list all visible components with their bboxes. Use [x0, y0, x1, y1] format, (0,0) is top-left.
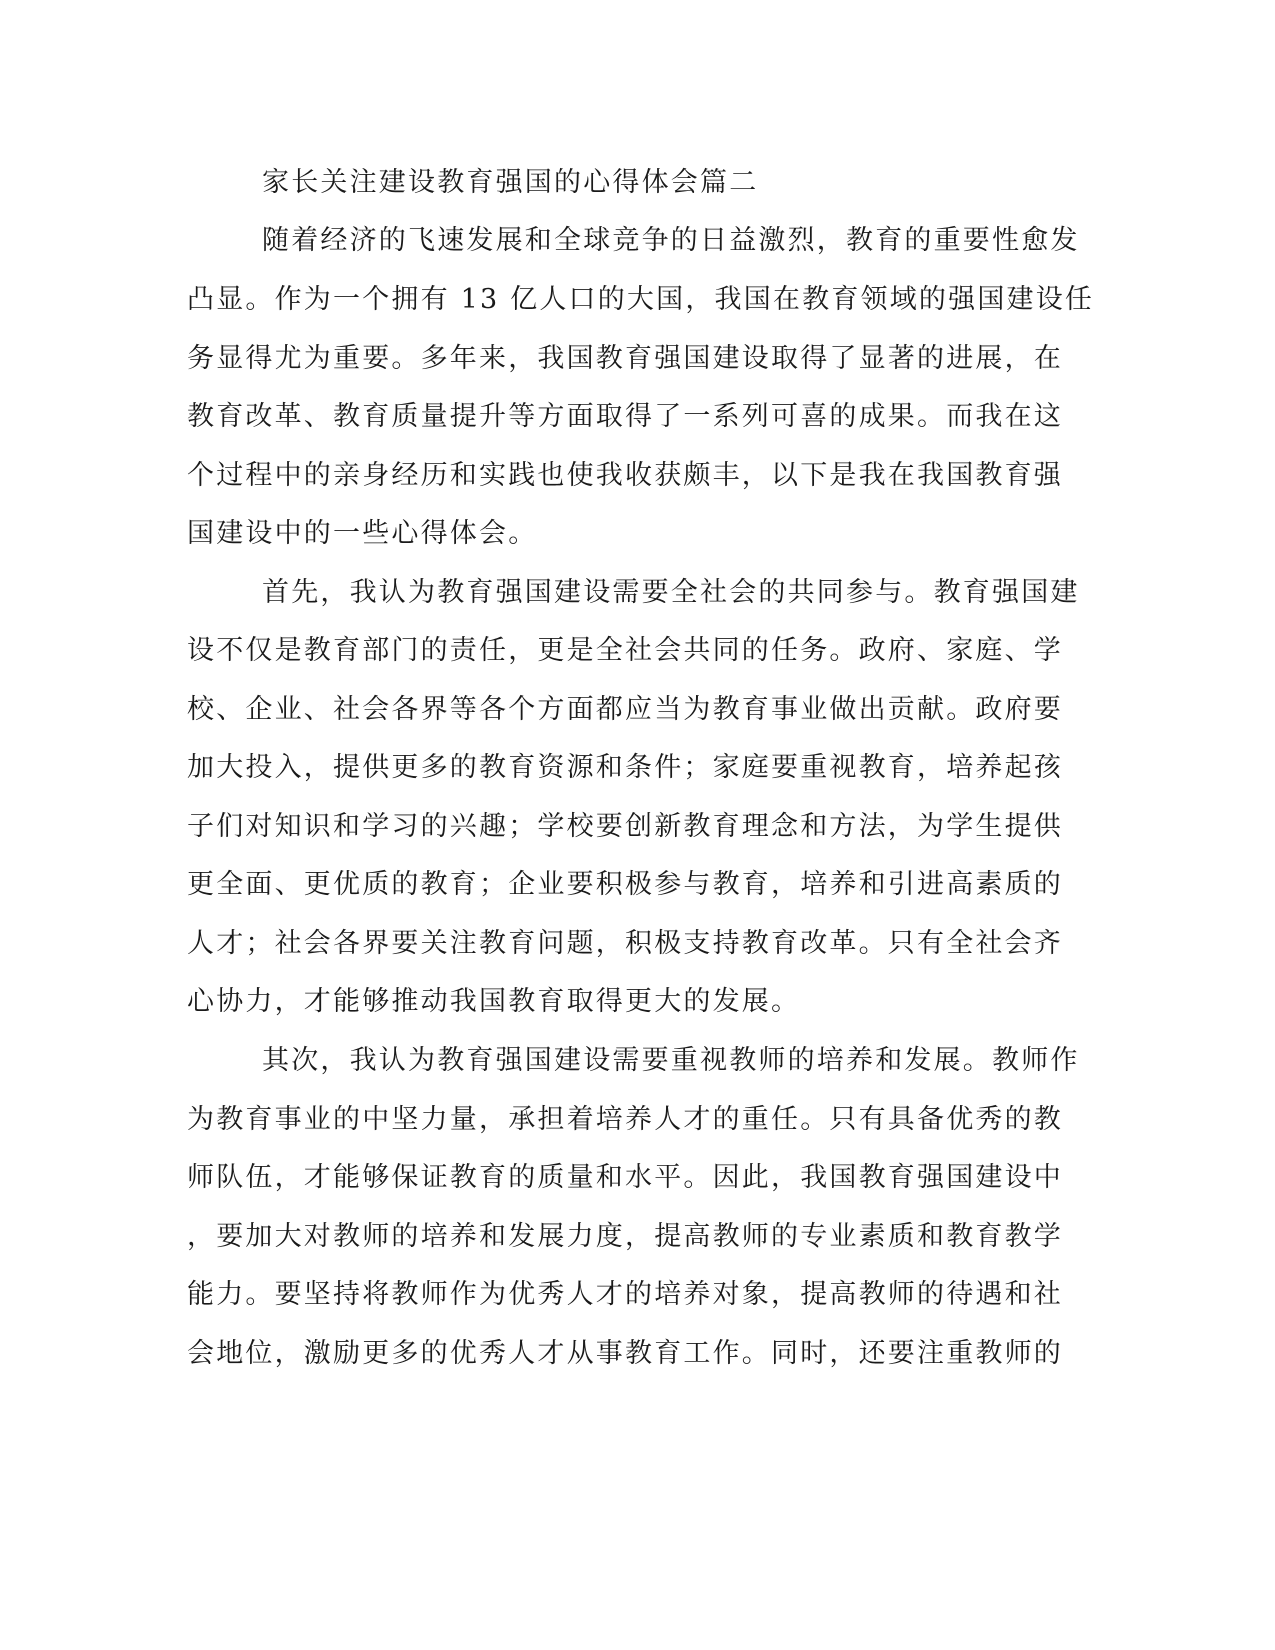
- text-line: 人才；社会各界要关注教育问题，积极支持教育改革。只有全社会齐: [187, 928, 1063, 959]
- text-line: 凸显。作为一个拥有 13 亿人口的大国，我国在教育领域的强国建设任: [187, 284, 1095, 315]
- text-line: 为教育事业的中坚力量，承担着培养人才的重任。只有具备优秀的教: [187, 1104, 1063, 1135]
- text-line: 教育改革、教育质量提升等方面取得了一系列可喜的成果。而我在这: [187, 401, 1063, 432]
- text-line: 加大投入，提供更多的教育资源和条件；家庭要重视教育，培养起孩: [187, 752, 1063, 783]
- text-line: 师队伍，才能够保证教育的质量和水平。因此，我国教育强国建设中: [187, 1162, 1063, 1193]
- text-line: 心协力，才能够推动我国教育取得更大的发展。: [187, 986, 801, 1017]
- text-line: 其次，我认为教育强国建设需要重视教师的培养和发展。教师作: [262, 1045, 1080, 1076]
- text-line: 首先，我认为教育强国建设需要全社会的共同参与。教育强国建: [262, 577, 1080, 608]
- text-line: 校、企业、社会各界等各个方面都应当为教育事业做出贡献。政府要: [187, 694, 1063, 725]
- document-title: 家长关注建设教育强国的心得体会篇二: [262, 167, 759, 198]
- text-line: 随着经济的飞速发展和全球竞争的日益激烈，教育的重要性愈发: [262, 225, 1080, 256]
- text-line: 子们对知识和学习的兴趣；学校要创新教育理念和方法，为学生提供: [187, 811, 1063, 842]
- text-line: 设不仅是教育部门的责任，更是全社会共同的任务。政府、家庭、学: [187, 635, 1063, 666]
- text-line: 国建设中的一些心得体会。: [187, 518, 538, 549]
- text-line: 会地位，激励更多的优秀人才从事教育工作。同时，还要注重教师的: [187, 1338, 1063, 1369]
- text-line: 个过程中的亲身经历和实践也使我收获颇丰，以下是我在我国教育强: [187, 460, 1063, 491]
- text-line: 更全面、更优质的教育；企业要积极参与教育，培养和引进高素质的: [187, 869, 1063, 900]
- text-line: 务显得尤为重要。多年来，我国教育强国建设取得了显著的进展，在: [187, 343, 1063, 374]
- text-line: ，要加大对教师的培养和发展力度，提高教师的专业素质和教育教学: [187, 1221, 1063, 1252]
- text-line: 能力。要坚持将教师作为优秀人才的培养对象，提高教师的待遇和社: [187, 1279, 1063, 1310]
